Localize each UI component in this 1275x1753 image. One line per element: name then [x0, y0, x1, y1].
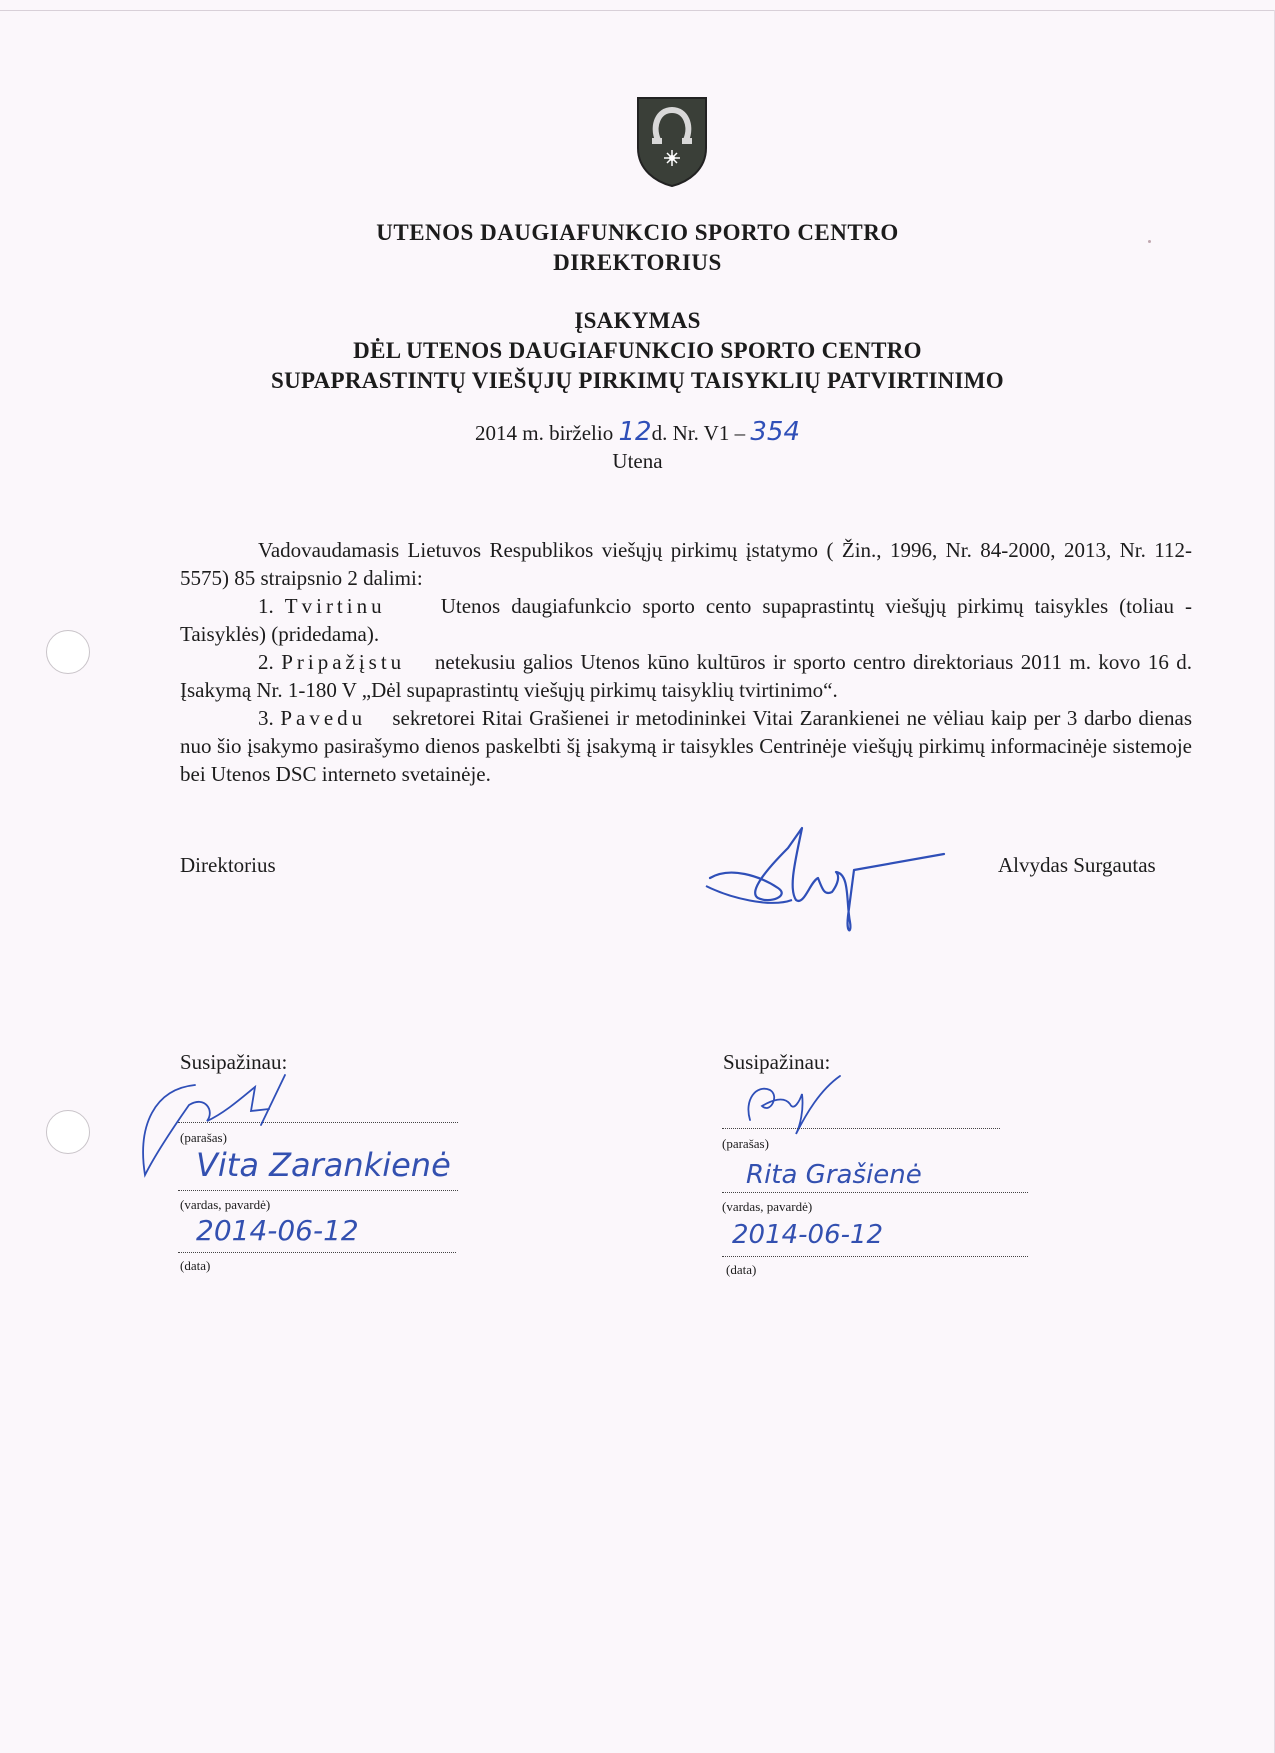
signoff-title: Direktorius: [180, 853, 276, 877]
scan-speck: [1148, 240, 1151, 243]
subject-line-1: DĖL UTENOS DAUGIAFUNKCIO SPORTO CENTRO: [353, 338, 922, 363]
signature-label: (parašas): [180, 1130, 227, 1145]
name-line: [722, 1192, 1028, 1193]
place: Utena: [612, 449, 663, 473]
date-year-part: 2014 m. birželio: [474, 421, 614, 445]
director-signature: [700, 818, 960, 938]
order-number-handwritten: 354: [750, 417, 800, 447]
name-line: [178, 1190, 458, 1191]
date-label: (data): [726, 1262, 757, 1277]
punch-hole-upper: [46, 630, 90, 674]
ack-right-signature: [740, 1070, 850, 1140]
ack-left-name-handwritten: Vita Zarankienė: [196, 1146, 451, 1184]
name-label: (vardas, pavardė): [722, 1199, 813, 1214]
scan-edge-top: [0, 10, 1275, 11]
item-2: [180, 648, 1192, 704]
item-1: [180, 592, 1192, 648]
item-1-verb: Tvirtinu: [284, 594, 386, 618]
item-3: [180, 704, 1192, 788]
date-number-prefix: d. Nr. V1 –: [651, 421, 746, 445]
date-day-handwritten: 12: [618, 417, 652, 447]
date-line: [178, 1252, 456, 1253]
org-line-1: UTENOS DAUGIAFUNKCIO SPORTO CENTRO: [376, 220, 899, 245]
order-body: [180, 536, 1192, 788]
signature-line: [722, 1128, 1000, 1129]
org-line-2: DIREKTORIUS: [553, 250, 722, 275]
name-label: (vardas, pavardė): [180, 1197, 271, 1212]
ack-right-name-handwritten: Rita Grašienė: [746, 1160, 922, 1190]
signature-label: (parašas): [722, 1136, 769, 1151]
punch-hole-lower: [46, 1110, 90, 1154]
item-1-text: Utenos daugiafunkcio sporto cento supaprastintų viešųjų pirkimų taisykles (toliau - Taisyklės) (pridedama).: [180, 594, 1192, 646]
ack-right-date-handwritten: 2014-06-12: [732, 1220, 884, 1250]
date-line: [722, 1256, 1028, 1257]
dateline: [0, 418, 1275, 475]
coat-of-arms-icon: [636, 96, 708, 188]
item-3-verb: Pavedu: [280, 706, 367, 730]
organization-heading: [0, 218, 1275, 278]
date-label: (data): [180, 1258, 211, 1273]
item-3-text: sekretorei Ritai Grašienei ir metodininkei Vitai Zarankienei ne vėliau kaip per 3 darbo dienas nuo šio įsakymo pasirašymo dienos paskelbti šį įsakymą ir taisykles Centrinėje viešųjų pirkimų informacinėje sistemoje bei Utenos DSC interneto svetainėje.: [180, 706, 1193, 786]
signoff-name: Alvydas Surgautas: [998, 853, 1156, 877]
item-3-number: 3.: [258, 706, 274, 730]
intro-paragraph: Vadovaudamasis Lietuvos Respublikos viešųjų pirkimų įstatymo ( Žin., 1996, Nr. 84-2000, 2013, Nr. 112-5575) 85 straipsnio 2 dalimi:: [180, 538, 1192, 590]
item-1-number: 1.: [258, 594, 274, 618]
ack-heading: Susipažinau:: [180, 1050, 288, 1074]
item-2-number: 2.: [258, 650, 274, 674]
ack-left-date-handwritten: 2014-06-12: [196, 1214, 359, 1247]
subject-line-2: SUPAPRASTINTŲ VIEŠŲJŲ PIRKIMŲ TAISYKLIŲ PATVIRTINIMO: [270, 368, 1004, 393]
order-heading: [0, 306, 1275, 396]
item-2-text: netekusiu galios Utenos kūno kultūros ir sporto centro direktoriaus 2011 m. kovo 16 d. Įsakymą Nr. 1-180 V „Dėl supaprastintų viešųjų pirkimų taisyklių tvirtinimo“.: [180, 650, 1193, 702]
ack-heading: Susipažinau:: [723, 1050, 831, 1074]
doc-type: ĮSAKYMAS: [574, 308, 701, 333]
item-2-verb: Pripažįstu: [281, 650, 406, 674]
